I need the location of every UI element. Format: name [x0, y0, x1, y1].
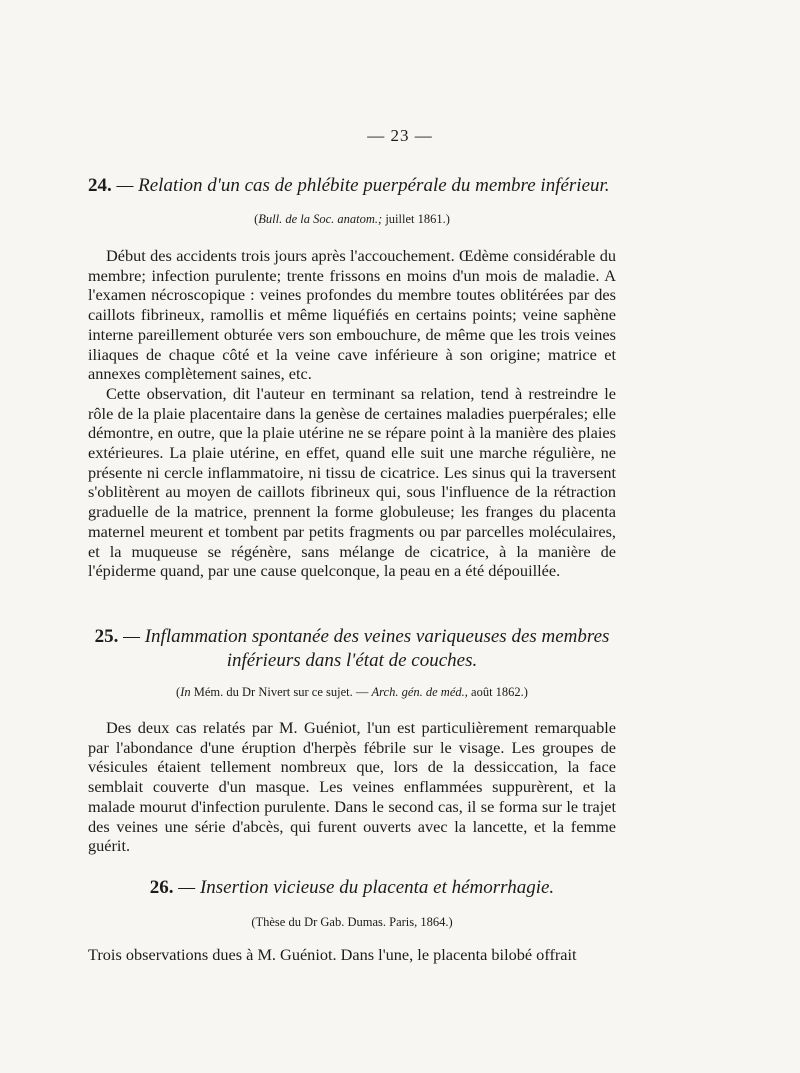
- section-24: [88, 174, 616, 198]
- section-24-body: [88, 246, 616, 581]
- section-title: — Insertion vicieuse du placenta et hémorrhagie.: [173, 877, 555, 898]
- section-25-body: [88, 718, 616, 856]
- section-25-citation: [88, 683, 616, 701]
- citation: (Bull. de la Soc. anatom.; juillet 1861.): [254, 212, 450, 226]
- paragraph: Des deux cas relatés par M. Guéniot, l'un est particulièrement remarquable par l'abondance d'une éruption d'herpès fébrile sur le visage. Les groupes de vésicules étaient tellement nombreux que, lors de la dessiccation, la face semblait couverte d'un masque. Les veines enflammées suppurèrent, et la malade mourut d'infection purulente. Dans le second cas, il se forma sur le trajet des veines une série d'abcès, qui furent ouverts avec la lancette, et la femme guérit.: [88, 718, 616, 856]
- citation: (Thèse du Dr Gab. Dumas. Paris, 1864.): [251, 915, 453, 929]
- section-heading: [88, 625, 616, 649]
- section-heading: [88, 876, 616, 900]
- section-25: [88, 625, 616, 673]
- section-number: 24.: [88, 175, 112, 196]
- section-number: 26.: [149, 877, 174, 898]
- citation-middle: Mém. du Dr Nivert sur ce sujet. —: [190, 685, 372, 699]
- paragraph: Trois observations dues à M. Guéniot. Dans l'une, le placenta bilobé offrait: [88, 945, 577, 964]
- citation-prefix: In: [180, 685, 191, 699]
- citation-text: Thèse du Dr Gab. Dumas. Paris, 1864.: [255, 915, 449, 929]
- page-number: — 23 —: [367, 126, 433, 145]
- citation-date: juillet 1861.: [382, 212, 446, 226]
- section-title: — Relation d'un cas de phlébite puerpérale du membre inférieur.: [111, 175, 610, 196]
- section-number: 25.: [94, 626, 119, 647]
- citation: (In Mém. du Dr Nivert sur ce sujet. — Arch. gén. de méd., août 1862.): [176, 685, 528, 699]
- paragraph: Cette observation, dit l'auteur en terminant sa relation, tend à restreindre le rôle de la plaie placentaire dans la genèse de certaines maladies puerpérales; elle démontre, en outre, que la plaie utérine ne se répare point à la manière des plaies extérieures. La plaie utérine, en effet, quand elle suit une marche régulière, ne présente ni cercle inflammatoire, ni tissu de cicatrice. Les sinus qui la traversent s'oblitèrent au moyen de caillots fibrineux qui, sous l'influence de la rétraction graduelle de la matrice, prennent la forme globuleuse; les franges du placenta maternel meurent et tombent par petits fragments ou par parcelles moléculaires, et la muqueuse se régénère, sans mélange de cicatrice, à la manière de l'épiderme quand, par une cause quelconque, la peau en a été dépouillée.: [88, 383, 616, 581]
- section-26: [88, 876, 616, 900]
- section-title: — Inflammation spontanée des veines variqueuses des membres: [118, 626, 610, 647]
- section-26-citation: [88, 913, 616, 931]
- section-heading: [88, 174, 616, 198]
- section-title-continued: inférieurs dans l'état de couches.: [226, 650, 478, 671]
- paragraph: Début des accidents trois jours après l'accouchement. Œdème considérable du membre; infection purulente; trente frissons en moins d'un mois de maladie. A l'examen nécroscopique : veines profondes du membre toutes oblitérées par des caillots fibrineux, ramollis et même liquéfiés en certains points; veine saphène interne pareillement obturée vers son embouchure, de même que les trois veines iliaques de chaque côté et la veine cave inférieure à son origine; matrice et annexes complètement saines, etc.: [88, 246, 616, 384]
- citation-date: août 1862.: [467, 685, 524, 699]
- section-26-body: [88, 945, 616, 965]
- citation-source: Arch. gén. de méd.,: [371, 685, 468, 699]
- section-24-citation: [88, 210, 616, 228]
- citation-source: Bull. de la Soc. anatom.;: [258, 212, 383, 226]
